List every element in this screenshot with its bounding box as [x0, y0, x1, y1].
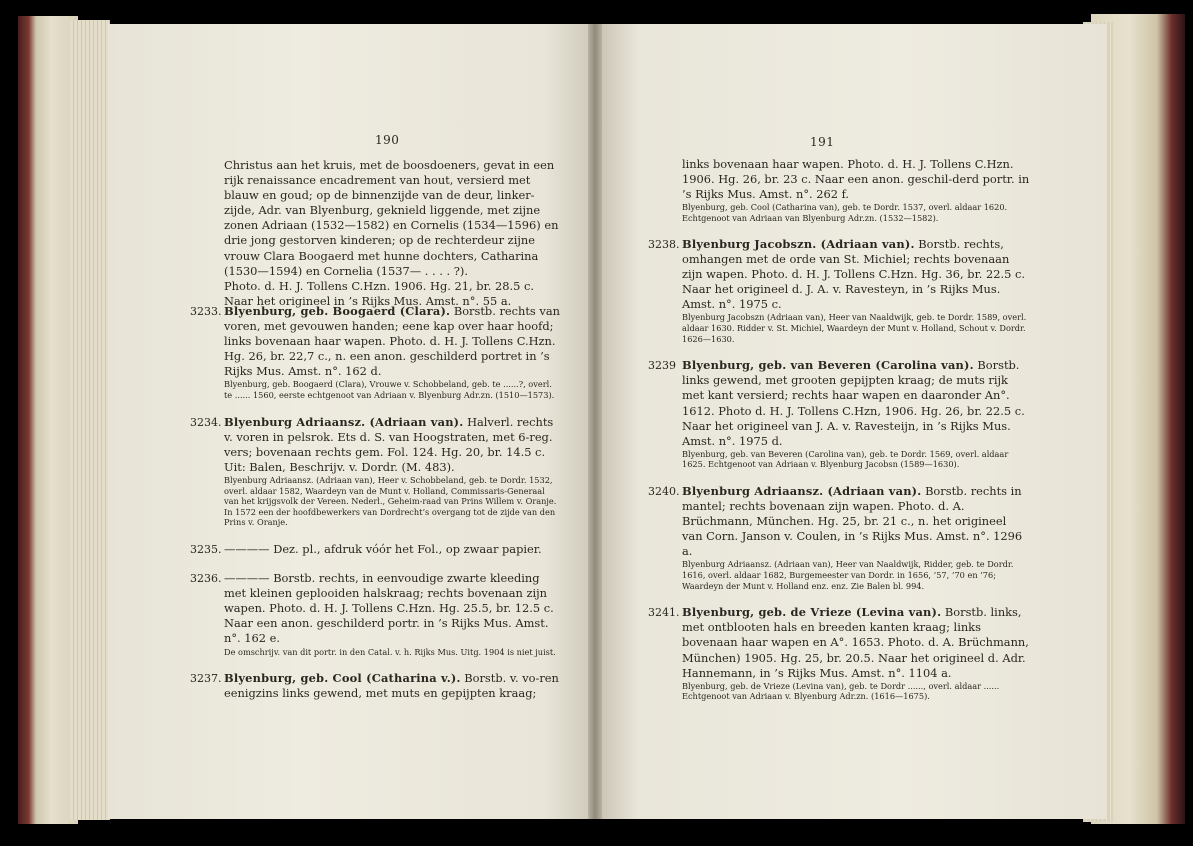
- entry-number: 3237.: [190, 672, 222, 686]
- catalog-entry-3234: [190, 415, 560, 528]
- entry-number: 3235.: [190, 543, 222, 556]
- entry-note: De omschrijv. van dit portr. in den Catal. v. h. Rijks Mus. Uitg. 1904 is niet juist.: [224, 646, 556, 657]
- entry-number: 3241.: [648, 606, 680, 620]
- entry-text: Borstb. v. vo-ren eenigzins links gewend, met muts en gepijpten kraag;: [224, 671, 559, 701]
- entry-note: Blyenburg, geb. de Vrieze (Levina van), geb. te Dordr ......, overl. aldaar ...... Echtgenoot van Adriaan v. Blyenburg Adr.zn. (1616—1675).: [682, 680, 1000, 702]
- page-number-right: 191: [810, 135, 835, 149]
- entry-text: Borstb. links, met ontblooten hals en breeden kanten kraag; links bovenaan haar wapen en A°. 1653. Photo. d. A. Brüchmann, München) 1905. Hg. 25, br. 20.5. Naar het origineel d. Adr. Hannemann, in ’s Rijks Mus. Amst. n°. 1104 a.: [682, 605, 1029, 680]
- entry-note: Blyenburg Adriaansz. (Adriaan van), Heer v. Schobbeland, geb. te Dordr. 1532, overl. aldaar 1582, Waardeyn van de Munt v. Holland, Commissaris-Generaal van het krijgsvolk der Vereen. Nederl., Geheim-raad van Prins Willem v. Oranje. In 1572 een der hoofdbewerkers van Dordrecht’s overgang tot de zijde van den Prins v. Oranje.: [224, 475, 557, 528]
- page-number-left: 190: [375, 133, 400, 147]
- book-cover-left: [18, 16, 78, 824]
- catalog-entry-3239: [648, 358, 1030, 470]
- catalog-entry-3240: [648, 484, 1030, 591]
- entry-text: Borstb. rechts van voren, met gevouwen handen; eene kap over haar hoofd; links bovenaan haar wapen. Photo. d. H. J. Tollens C.Hzn. Hg. 26, br. 22,7 c., n. een anon. geschilderd portret in ’s Rijks Mus. Amst. n°. 162 d.: [224, 304, 560, 379]
- intro-paragraph: Christus aan het kruis, met de boosdoeners, gevat in een rijk renaissance encadrement van hout, versierd met blauw en goud; op de binnenzijde van de deur, linker-zijde, Adr. van Blyenburg, geknield liggende, met zijne zonen Adriaan (1532—1582) en Cornelis (1534—1596) en drie jong gestorven kinderen; op de rechterdeur zijne vrouw Clara Boogaerd met hunne dochters, Catharina (1530—1594) en Cornelia (1537— . . . . ?).: [224, 158, 559, 278]
- entry-number: 3238.: [648, 238, 680, 251]
- entry-number: 3234.: [190, 415, 222, 429]
- left-entries: [190, 304, 560, 701]
- entry-text: Borstb. rechts, omhangen met de orde van St. Michiel; rechts bovenaan zijn wapen. Photo. d. H. J. Tollens C.Hzn. Hg. 36, br. 22.5 c. Naar het origineel d. J. A. v. Ravesteyn, in ’s Rijks Mus. Amst. n°. 1975 c.: [682, 237, 1026, 312]
- entry-number: 3236.: [190, 572, 222, 586]
- entry-text: Borstb. rechts in mantel; rechts bovenaan zijn wapen. Photo. d. A. Brüchmann, München. Hg. 25, br. 21 c., n. het origineel van Corn. Janson v. Coulen, in ’s Rijks Mus. Amst. n°. 1296 a.: [682, 484, 1023, 559]
- catalog-entry-3236: [190, 571, 560, 657]
- entry-heading: ————: [224, 542, 270, 556]
- entry-text: Dez. pl., afdruk vóór het Fol., op zwaar papier.: [273, 542, 542, 556]
- left-page-text: [224, 158, 560, 309]
- entry-note: Blyenburg, geb. Boogaerd (Clara), Vrouwe v. Schobbeland, geb. te ......?, overl. te ...... 1560, eerste echtgenoot van Adriaan v. Blyenburg Adr.zn. (1510—1573).: [224, 379, 555, 401]
- entry-text: Borstb. rechts, in eenvoudige zwarte kleeding met kleinen geplooiden halskraag; rechts bovenaan zijn wapen. Photo. d. H. J. Tollens C.Hzn. Hg. 25.5, br. 12.5 c. Naar een anon. geschilderd portr. in ’s Rijks Mus. Amst. n°. 162 e.: [224, 571, 554, 646]
- entry-text: Borstb. links gewend, met grooten gepijpten kraag; de muts rijk met kant versierd; rechts haar wapen en daaronder An°. 1612. Photo d. H. J. Tollens C.Hzn, 1906. Hg. 26, br. 22.5 c. Naar het origineel van J. A. v. Ravesteijn, in ’s Rijks Mus. Amst. n°. 1975 d.: [682, 358, 1025, 448]
- entry-heading: Blyenburg, geb. de Vrieze (Levina van).: [682, 605, 942, 620]
- entry-heading: Blyenburg Adriaansz. (Adriaan van).: [682, 484, 922, 498]
- entry-heading: Blyenburg Jacobszn. (Adriaan van).: [682, 237, 915, 251]
- entry-note: Blyenburg, geb. van Beveren (Carolina van), geb. te Dordr. 1569, overl. aldaar 1625. Echtgenoot van Adriaan v. Blyenburg Jacobsn (1589—1630).: [682, 448, 1009, 470]
- entry-number: 3233.: [190, 305, 222, 318]
- intro-note: Blyenburg, geb. Cool (Catharina van), geb. te Dordr. 1537, overl. aldaar 1620. Echtgenoot van Adriaan van Blyenburg Adr.zn. (1532—1582).: [682, 202, 1008, 223]
- book-gutter: [588, 24, 602, 819]
- intro-photo-line: Photo. d. H. J. Tollens C.Hzn. 1906. Hg. 21, br. 28.5 c. Naar het origineel in ’s Rijks Mus. Amst. n°. 55 a.: [224, 278, 534, 308]
- catalog-entry-3233: [190, 304, 560, 401]
- entry-number: 3240.: [648, 485, 680, 498]
- entry-heading: Blyenburg, geb. van Beveren (Carolina van).: [682, 358, 974, 373]
- entry-heading: Blyenburg Adriaansz. (Adriaan van).: [224, 414, 464, 429]
- entry-heading: Blyenburg, geb. Boogaerd (Clara).: [224, 304, 451, 318]
- entry-heading: Blyenburg, geb. Cool (Catharina v.).: [224, 671, 461, 686]
- right-entries: [648, 237, 1030, 702]
- catalog-entry-3237: [190, 671, 560, 701]
- intro-paragraph: links bovenaan haar wapen. Photo. d. H. J. Tollens C.Hzn. 1906. Hg. 26, br. 23 c. Naar een anon. geschil-derd portr. in ’s Rijks Mus. Amst. n°. 262 f.: [682, 157, 1030, 202]
- entry-note: Blyenburg Jacobszn (Adriaan van), Heer van Naaldwijk, geb. te Dordr. 1589, overl. aldaar 1630. Ridder v. St. Michiel, Waardeyn der Munt v. Holland, Schout v. Dordr. 1626—1630.: [682, 312, 1027, 344]
- entry-note: Blyenburg Adriaansz. (Adriaan van), Heer van Naaldwijk, Ridder, geb. te Dordr. 1616, overl. aldaar 1682, Burgemeester van Dordr. in 1656, ’57, ’70 en ’76; Waardeyn der Munt v. Holland enz. enz. Zie Balen bl. 994.: [682, 559, 1014, 591]
- entry-heading: ————: [224, 571, 270, 586]
- entry-text: Halverl. rechts v. voren in pelsrok. Ets d. S. van Hoogstraten, met 6-reg. vers; bovenaan rechts gem. Fol. 124. Hg. 20, br. 14.5 c. Uit: Balen, Beschrijv. v. Dordr. (M. 483).: [224, 414, 554, 474]
- catalog-entry-3235: [190, 542, 560, 557]
- entry-number: 3239: [648, 359, 676, 373]
- catalog-entry-3241: [648, 605, 1030, 702]
- page-edges-left: [70, 20, 110, 820]
- catalog-entry-3238: [648, 237, 1030, 344]
- right-page-intro: [682, 157, 1030, 223]
